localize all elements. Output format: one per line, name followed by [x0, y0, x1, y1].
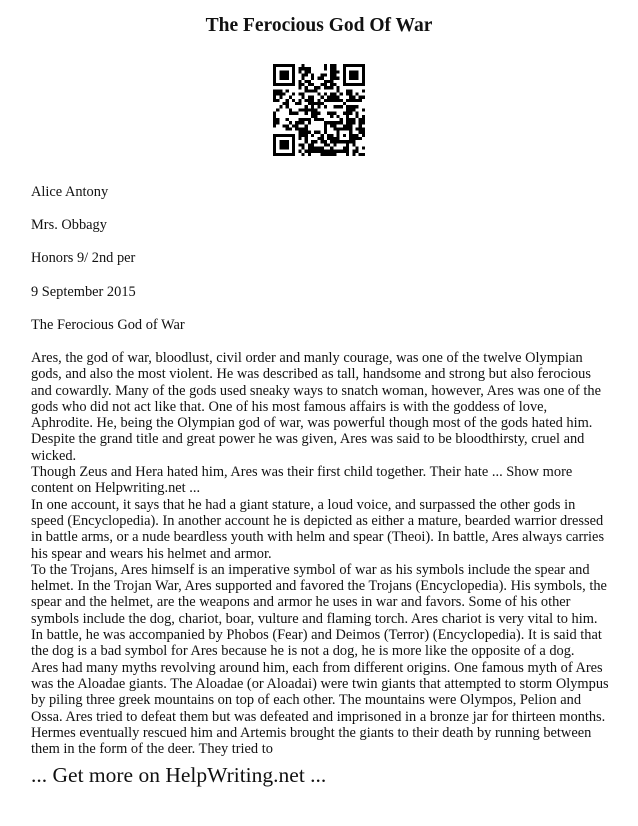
paragraph: Ares, the god of war, bloodlust, civil order and manly courage, was one of the twelve Olympian gods, and also the most violent. He was described as tall, handsome and strong but also ferocious and cowardly. Many of the gods used sneaky ways to snatch woman, however, Ares was one of the gods who did not act like that. One of his most famous affairs is with the goddess of love, Aphrodite. He, being the Olympian god of war, was powerful though most of the gods hated him. Despite the grand title and great power he was given, Ares was said to be bloodthirsty, cruel and wicked. [31, 350, 601, 464]
paragraph-show-more[interactable]: Though Zeus and Hera hated him, Ares was their first child together. Their hate ... Show more content on Helpwriting.net ... [31, 464, 573, 497]
class-period: Honors 9/ 2nd per [31, 250, 136, 266]
paragraph: Ares had many myths revolving around him, each from different origins. One famous myth of Ares was the Aloadae giants. The Aloadae (or Aloadai) were twin giants that attempted to storm Olympus by piling three greek mountains on top of each other. The mountains were Olympos, Pelion and Ossa. Ares tried to defeat them but was defeated and imprisoned in a bronze jar for thirteen months. Hermes eventually rescued him and Artemis brought the giants to their death by running between them in the form of the deer. They tried to [31, 659, 609, 758]
teacher-name: Mrs. Obbagy [31, 217, 107, 233]
paragraph: In one account, it says that he had a giant stature, a loud voice, and surpassed the other gods in speed (Encyclopedia). In another account he is depicted as either a mature, bearded warrior dressed in battle arms, or a nude beardless youth with helm and spear (Theoi). In battle, Ares always carries his spear and wears his helmet and armor. [31, 496, 605, 562]
author-name: Alice Antony [31, 184, 109, 200]
paragraph: To the Trojans, Ares himself is an imperative symbol of war as his symbols include the spear and helmet. In the Trojan War, Ares supported and favored the Trojans (Encyclopedia). His symbols, the spear and the helmet, are the weapons and armor he uses in war and favors. Some of his other symbols include the dog, chariot, boar, vulture and flaming torch. Ares chariot is very vital to him. In battle, he was accompanied by Phobos (Fear) and Deimos (Terror) (Encyclopedia). It is said that the dog is a bad symbol for Ares because he is not a dog, he is more like the opposite of a dog. [31, 561, 607, 660]
essay-body [31, 350, 611, 757]
get-more-link[interactable]: ... Get more on HelpWriting.net ... [31, 763, 327, 787]
page-title: The Ferocious God Of War [205, 15, 433, 36]
essay-title: The Ferocious God of War [31, 317, 185, 333]
essay-date: 9 September 2015 [31, 284, 136, 300]
qr-code-icon[interactable] [273, 64, 365, 156]
